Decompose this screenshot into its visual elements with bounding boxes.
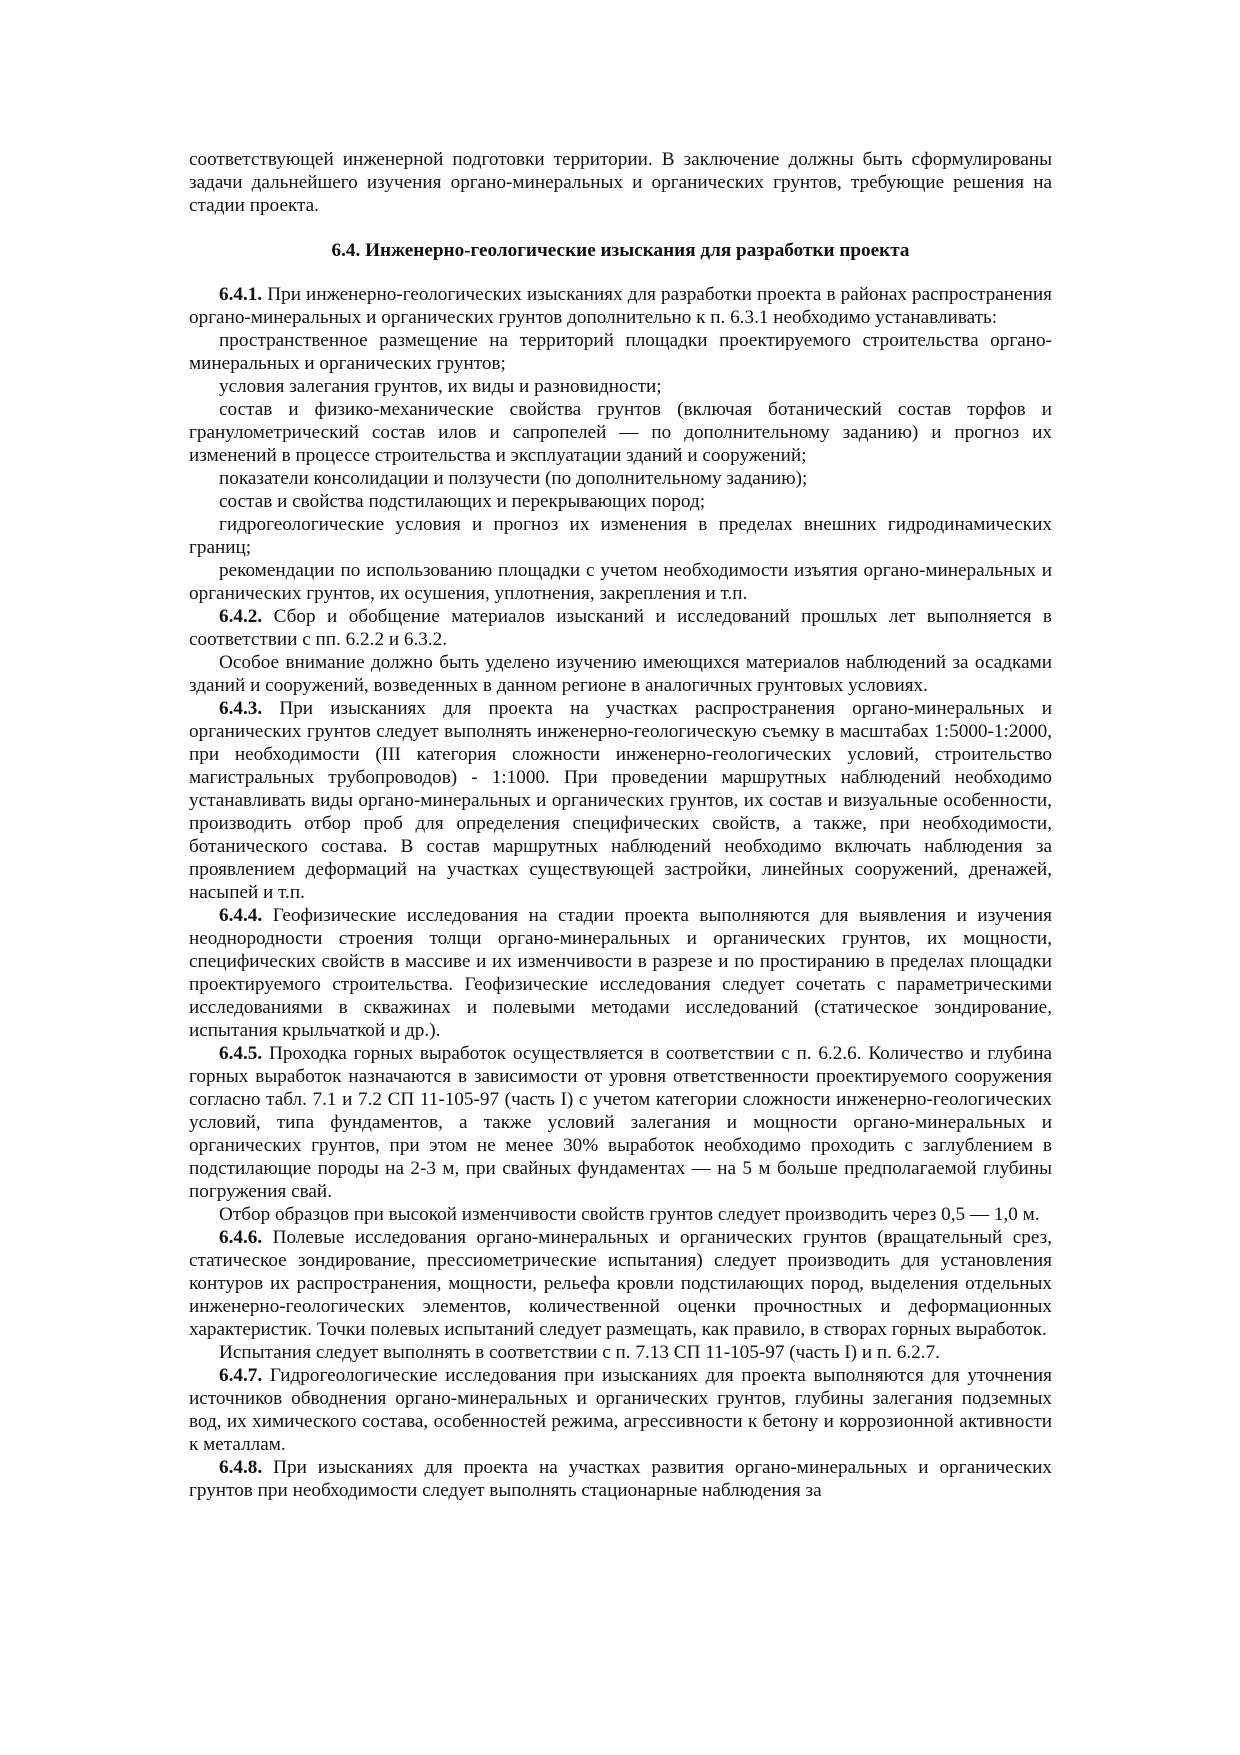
paragraph (189, 1203, 1052, 1226)
paragraph-text: При изысканиях для проекта на участках распространения органо-минеральных и органических грунтов следует выполнять инженерно-геологическую съемку в масштабах 1:5000-1:2000, при необходимости (III категория сложности инженерно-геологических условий, строительство магистральных трубопроводов) - 1:1000. При проведении маршрутных наблюдений необходимо устанавливать виды органо-минеральных и органических грунтов, их состав и визуальные особенности, производить отбор проб для определения специфических свойств, а также, при необходимости, ботанического состава. В состав маршрутных наблюдений необходимо включать наблюдения за проявлением деформаций на участках существующей застройки, линейных сооружений, дренажей, насыпей и т.п. (189, 698, 1052, 903)
paragraph-text: Геофизические исследования на стадии проекта выполняются для выявления и изучения неоднородности строения толщи органо-минеральных и органических грунтов, их мощности, специфических свойств в массиве и их изменчивости в разрезе и по простиранию в пределах площадки проектируемого строительства. Геофизические исследования следует сочетать с параметрическими исследованиями в скважинах и полевыми методами исследований (статическое зондирование, испытания крыльчаткой и др.). (189, 905, 1052, 1041)
paragraph (189, 651, 1052, 697)
paragraph-text: показатели консолидации и ползучести (по дополнительному заданию); (219, 468, 808, 489)
clause-number: 6.4.4. (219, 905, 263, 926)
paragraph (189, 467, 1052, 490)
paragraph (189, 329, 1052, 375)
paragraph-text: условия залегания грунтов, их виды и разновидности; (219, 376, 662, 397)
paragraph-text: рекомендации по использованию площадки с учетом необходимости изъятия органо-минеральных и органических грунтов, их осушения, уплотнения, закрепления и т.п. (189, 560, 1052, 604)
section-title: 6.4. Инженерно-геологические изыскания для разработки проекта (331, 240, 910, 261)
paragraph-text: Особое внимание должно быть уделено изучению имеющихся материалов наблюдений за осадками зданий и сооружений, возведенных в данном регионе в аналогичных грунтовых условиях. (189, 652, 1052, 696)
paragraph (189, 1341, 1052, 1364)
intro-paragraph: соответствующей инженерной подготовки территории. В заключение должны быть сформулированы задачи дальнейшего изучения органо-минеральных и органических грунтов, требующие решения на стадии проекта. (189, 149, 1052, 216)
paragraph-text: Сбор и обобщение материалов изысканий и исследований прошлых лет выполняется в соответствии с пп. 6.2.2 и 6.3.2. (189, 606, 1052, 650)
paragraph-text: При инженерно-геологических изысканиях для разработки проекта в районах распространения органо-минеральных и органических грунтов дополнительно к п. 6.3.1 необходимо устанавливать: (189, 284, 1052, 328)
paragraph-text: Отбор образцов при высокой изменчивости свойств грунтов следует производить через 0,5 — 1,0 м. (219, 1204, 1040, 1225)
document-page (189, 148, 1052, 1502)
paragraph (189, 1456, 1052, 1502)
paragraph-text: гидрогеологические условия и прогноз их изменения в пределах внешних гидродинамических границ; (189, 514, 1052, 558)
paragraph-text: Проходка горных выработок осуществляется в соответствии с п. 6.2.6. Количество и глубина горных выработок назначаются в зависимости от уровня ответственности проектируемого сооружения согласно табл. 7.1 и 7.2 СП 11-105-97 (часть I) с учетом категории сложности инженерно-геологических условий, типа фундаментов, а также условий залегания и мощности органо-минеральных и органических грунтов, при этом не менее 30% выработок необходимо проходить с заглублением в подстилающие породы на 2-3 м, при свайных фундаментах — на 5 м больше предполагаемой глубины погружения свай. (189, 1043, 1052, 1202)
paragraph (189, 904, 1052, 1042)
paragraph (189, 513, 1052, 559)
paragraph (189, 1226, 1052, 1341)
paragraph-text: состав и свойства подстилающих и перекрывающих пород; (219, 491, 706, 512)
paragraph (189, 1364, 1052, 1456)
paragraph (189, 283, 1052, 329)
paragraph-text: состав и физико-механические свойства грунтов (включая ботанический состав торфов и гранулометрический состав илов и сапропелей — по дополнительному заданию) и прогноз их изменений в процессе строительства и эксплуатации зданий и сооружений; (189, 399, 1052, 466)
clause-number: 6.4.3. (219, 698, 263, 719)
paragraph-text: Гидрогеологические исследования при изысканиях для проекта выполняются для уточнения источников обводнения органо-минеральных и органических грунтов, глубины залегания подземных вод, их химического состава, особенностей режима, агрессивности к бетону и коррозионной активности к металлам. (189, 1365, 1052, 1455)
paragraph-text: При изысканиях для проекта на участках развития органо-минеральных и органических грунтов при необходимости следует выполнять стационарные наблюдения за (189, 1457, 1052, 1501)
paragraph (189, 1042, 1052, 1203)
clause-number: 6.4.8. (219, 1457, 263, 1478)
clause-number: 6.4.5. (219, 1043, 263, 1064)
paragraph (189, 605, 1052, 651)
paragraph (189, 398, 1052, 467)
clause-number: 6.4.7. (219, 1365, 263, 1386)
paragraph (189, 490, 1052, 513)
paragraph-text: Полевые исследования органо-минеральных и органических грунтов (вращательный срез, статическое зондирование, прессиометрические испытания) следует производить для установления контуров их распространения, мощности, рельефа кровли подстилающих пород, выделения отдельных инженерно-геологических элементов, количественной оценки прочностных и деформационных характеристик. Точки полевых испытаний следует размещать, как правило, в створах горных выработок. (189, 1227, 1052, 1340)
paragraph-list (189, 283, 1052, 1502)
clause-number: 6.4.6. (219, 1227, 263, 1248)
paragraph (189, 559, 1052, 605)
paragraph (189, 375, 1052, 398)
paragraph-text: Испытания следует выполнять в соответствии с п. 7.13 СП 11-105-97 (часть I) и п. 6.2.7. (219, 1342, 940, 1363)
paragraph-text: пространственное размещение на территорий площадки проектируемого строительства органо-минеральных и органических грунтов; (189, 330, 1052, 374)
clause-number: 6.4.2. (219, 606, 263, 627)
paragraph (189, 697, 1052, 904)
clause-number: 6.4.1. (219, 284, 263, 305)
